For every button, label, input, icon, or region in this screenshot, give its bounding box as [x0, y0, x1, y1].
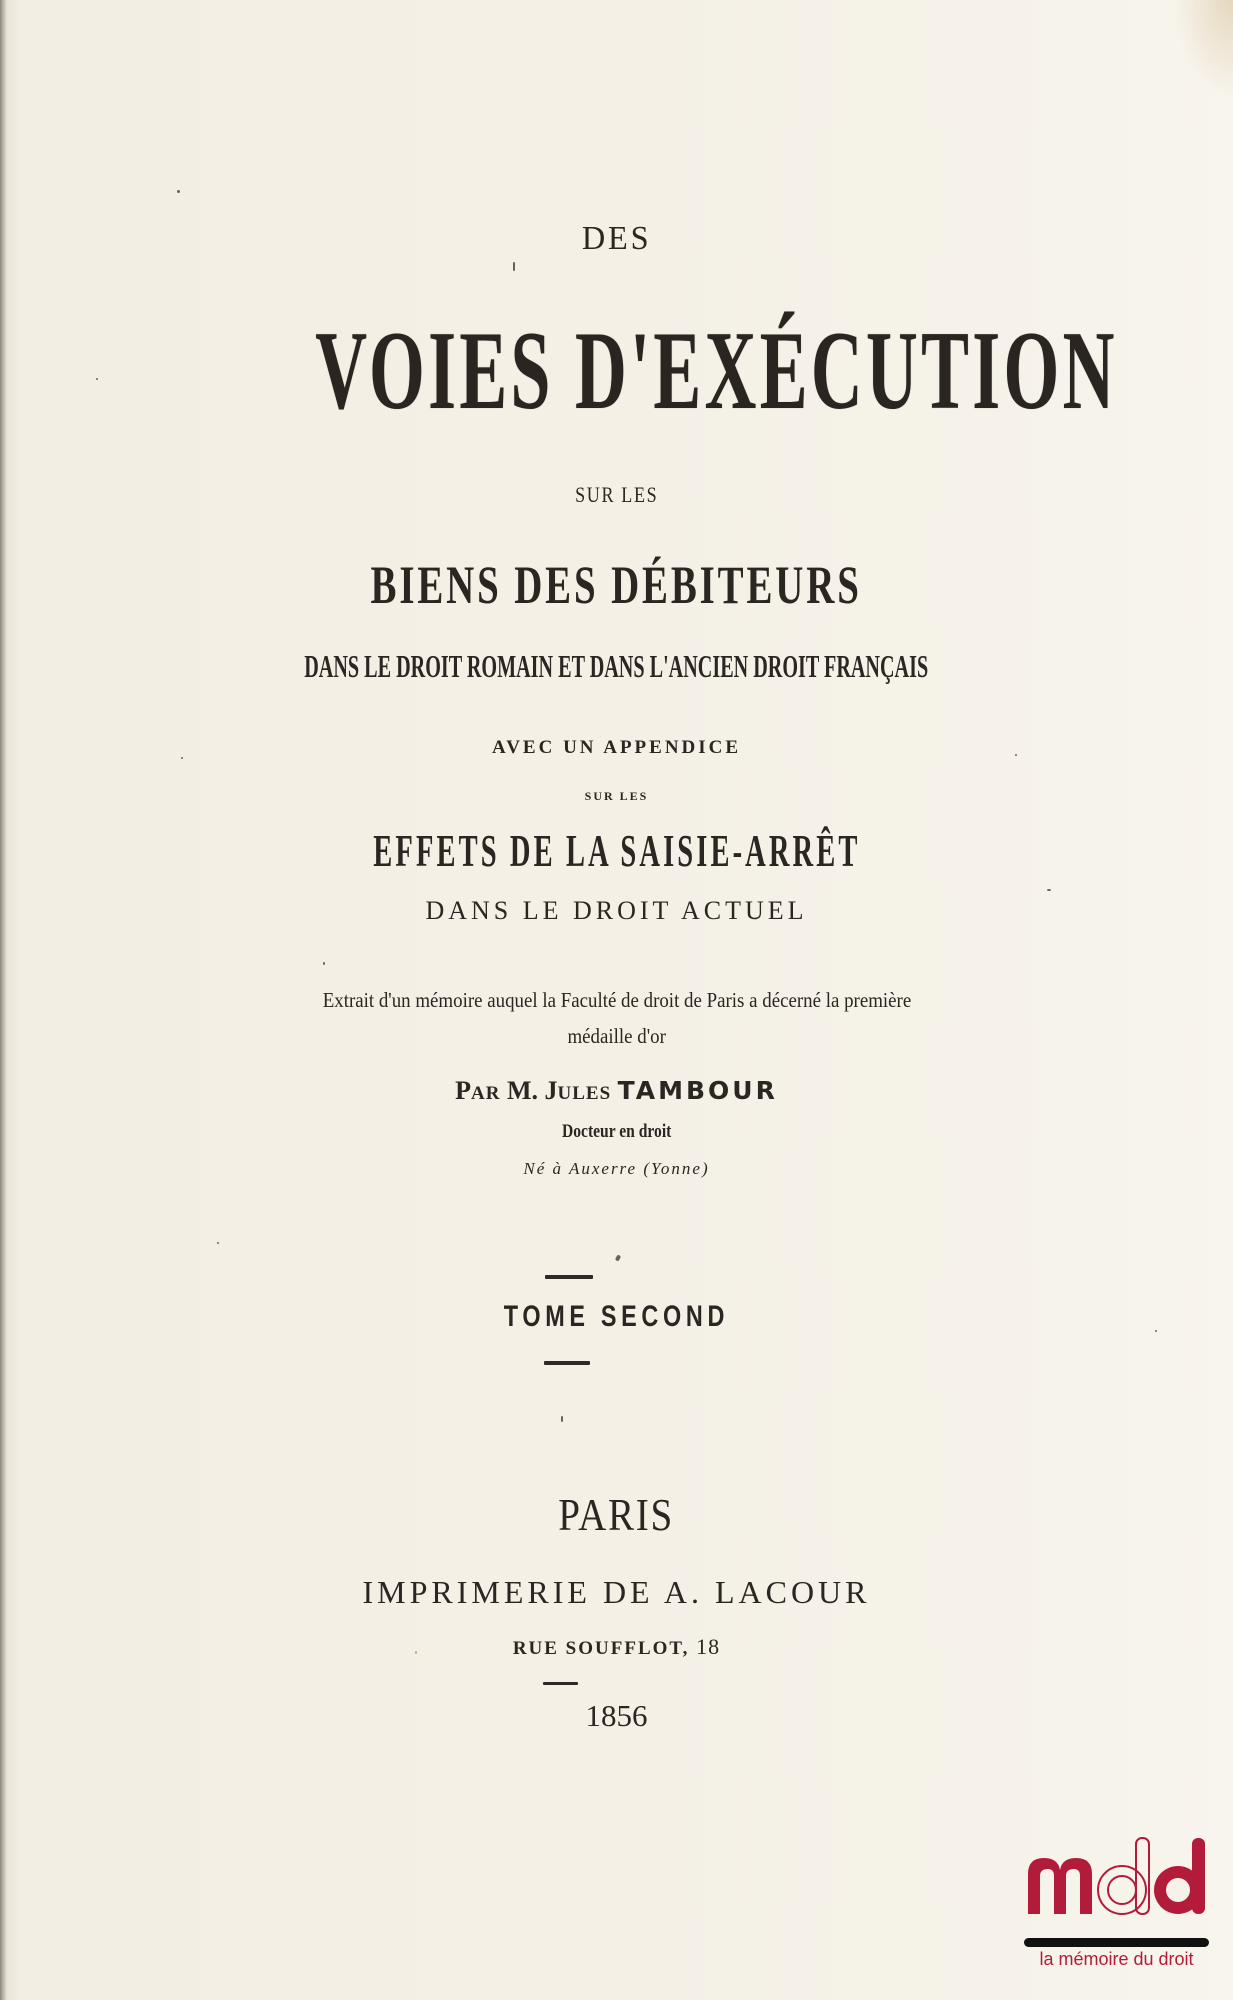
main-title [0, 307, 1233, 442]
mdd-logo [1010, 1836, 1215, 1976]
paper-speck [181, 757, 183, 759]
extract-note-line-2: médaille d'or [567, 1024, 666, 1048]
paper-speck [1047, 889, 1051, 891]
author-line [0, 1078, 1233, 1104]
paper-speck [217, 1242, 219, 1244]
appendix-scope: DANS LE DROIT ACTUEL [425, 896, 808, 925]
main-title-text: VOIES D'EXÉCUTION [315, 307, 1118, 433]
imprint-printer: IMPRIMERIE DE A. LACOUR [362, 1574, 871, 1610]
subtitle-scope [0, 650, 1233, 682]
extract-note-line-1: Extrait d'un mémoire auquel la Faculté de droit de Paris a décerné la première [322, 988, 911, 1012]
divider-rule [545, 1275, 593, 1279]
by-prefix-initial: P [455, 1076, 472, 1105]
imprint-street-number: 18 [696, 1634, 721, 1659]
author-degree: Docteur en droit [561, 1121, 672, 1142]
imprint-street: RUE SOUFFLOT, [512, 1638, 690, 1659]
paper-speck [561, 1416, 563, 1422]
paper-speck [323, 962, 325, 965]
subtitle [0, 555, 1233, 615]
divider-rule [544, 1361, 590, 1365]
logo-tagline: la mémoire du droit [1039, 1949, 1194, 1969]
subtitle-text: BIENS DES DÉBITEURS [370, 555, 863, 615]
appendix-title-text: EFFETS DE LA SAISIE-ARRÊT [372, 825, 861, 876]
logo-bar [1024, 1938, 1209, 1947]
divider-rule [543, 1682, 578, 1685]
author-first-initial: J [544, 1076, 558, 1105]
imprint-city: PARIS [558, 1489, 675, 1540]
author-birthplace: Né à Auxerre (Yonne) [523, 1159, 710, 1178]
paper-speck [177, 190, 180, 193]
paper-speck [513, 262, 515, 271]
imprint-year: 1856 [585, 1698, 648, 1733]
imprint-address [0, 1636, 1233, 1658]
author-surname: TAMBOUR [617, 1076, 778, 1105]
author-first-rest: ULES [557, 1083, 612, 1104]
appendix-title [0, 825, 1233, 876]
connector-sur-les: SUR LES [574, 482, 659, 507]
connector-sur-les-small: SUR LES [584, 789, 649, 803]
pre-title: DES [581, 220, 652, 257]
by-prefix-rest: AR [471, 1083, 501, 1104]
paper-speck [615, 1254, 621, 1261]
appendix-intro: AVEC UN APPENDICE [491, 737, 742, 758]
author-honorific: M. [506, 1076, 539, 1105]
volume-label: TOME SECOND [503, 1300, 730, 1333]
mdd-logo-mark-icon [1024, 1836, 1214, 1916]
subtitle-scope-text: DANS LE DROIT ROMAIN ET DANS L'ANCIEN DROIT FRANÇAIS [304, 648, 929, 684]
